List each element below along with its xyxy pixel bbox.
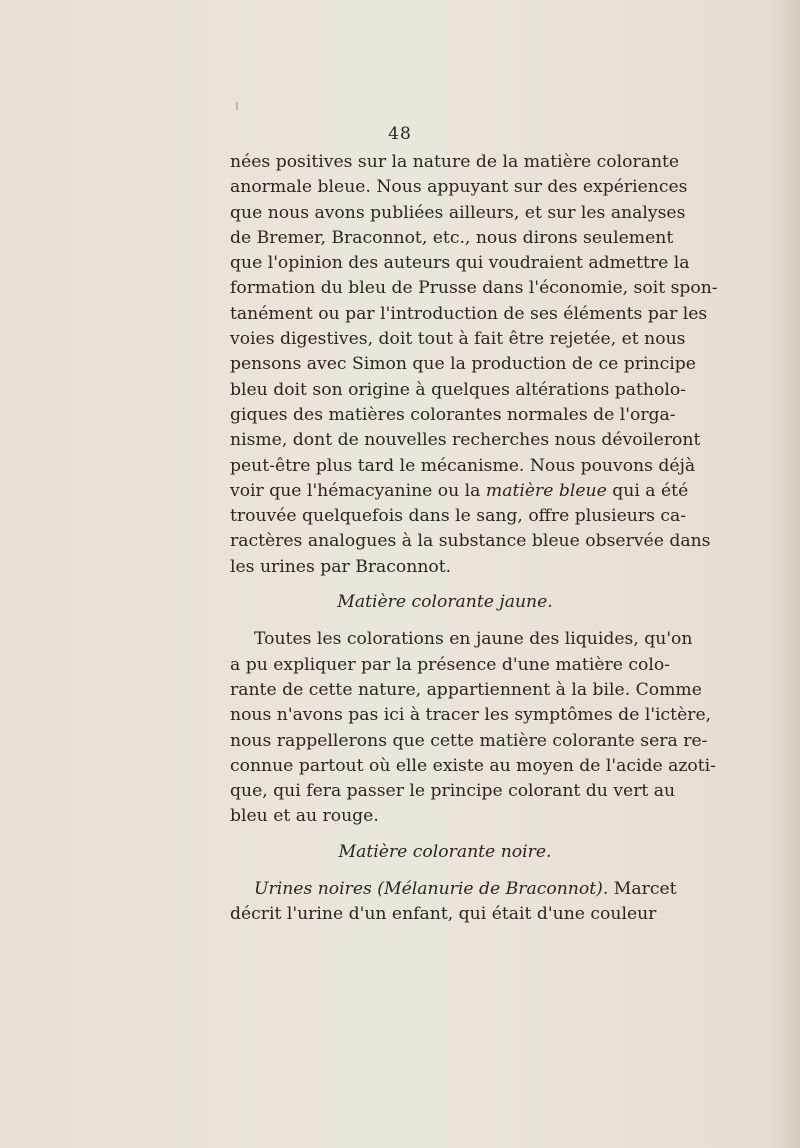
text-line: anormale bleue. Nous appuyant sur des expériences — [230, 177, 688, 198]
text-line: rante de cette nature, appartiennent à la bile. Comme — [230, 679, 702, 700]
text-line: nisme, dont de nouvelles recherches nous dévoileront — [230, 430, 701, 451]
text-line: ractères analogues à la substance bleue observée dans — [230, 531, 711, 552]
text-line: nous n'avons pas ici à tracer les symptômes de l'ictère, — [230, 705, 712, 726]
text-line: trouvée quelquefois dans le sang, offre plusieurs ca- — [230, 506, 687, 527]
text-line: voies digestives, doit tout à fait être rejetée, et nous — [230, 329, 686, 350]
text-line: que l'opinion des auteurs qui voudraient admettre la — [230, 253, 690, 274]
text-line: Urines noires (Mélanurie de Braconnot). Marcet — [254, 879, 677, 900]
text-line: bleu doit son origine à quelques altérations patholo- — [230, 379, 686, 400]
text-line: pensons avec Simon que la production de ce principe — [230, 354, 696, 375]
text-line: les urines par Braconnot. — [230, 556, 452, 577]
text-line: connue partout où elle existe au moyen de l'acide azoti- — [230, 755, 716, 776]
pencil-mark — [236, 102, 238, 110]
heading-black-matter: Matière colorante noire. — [338, 841, 552, 862]
text-line: a pu expliquer par la présence d'une matière colo- — [230, 654, 670, 675]
paragraph-yellow-matter — [230, 627, 716, 829]
text-line: formation du bleu de Prusse dans l'économie, soit spon- — [230, 278, 718, 299]
text-line: de Bremer, Braconnot, etc., nous dirons seulement — [230, 227, 674, 248]
text-line: Toutes les colorations en jaune des liquides, qu'on — [254, 629, 693, 650]
text-line: tanément ou par l'introduction de ses éléments par les — [230, 303, 708, 324]
body-text — [230, 150, 718, 928]
text-line: peut-être plus tard le mécanisme. Nous pouvons déjà — [230, 455, 696, 476]
paragraph-black-matter — [230, 877, 677, 928]
text-line: nées positives sur la nature de la matière colorante — [230, 152, 680, 172]
text-line: giques des matières colorantes normales de l'orga- — [230, 404, 676, 425]
text-line: nous rappellerons que cette matière colorante sera re- — [230, 730, 708, 751]
text-line: que, qui fera passer le principe colorant du vert au — [230, 781, 676, 802]
page-number: 48 — [388, 124, 412, 144]
text-line: décrit l'urine d'un enfant, qui était d'une couleur — [230, 904, 657, 925]
text-line: voir que l'hémacyanine ou la matière bleue qui a été — [230, 480, 689, 501]
text-line: bleu et au rouge. — [230, 806, 379, 827]
page-edge-shadow — [772, 0, 800, 1148]
paragraph-blue-matter — [230, 150, 718, 580]
heading-yellow-matter: Matière colorante jaune. — [337, 592, 553, 613]
text-line: que nous avons publiées ailleurs, et sur les analyses — [230, 202, 686, 223]
